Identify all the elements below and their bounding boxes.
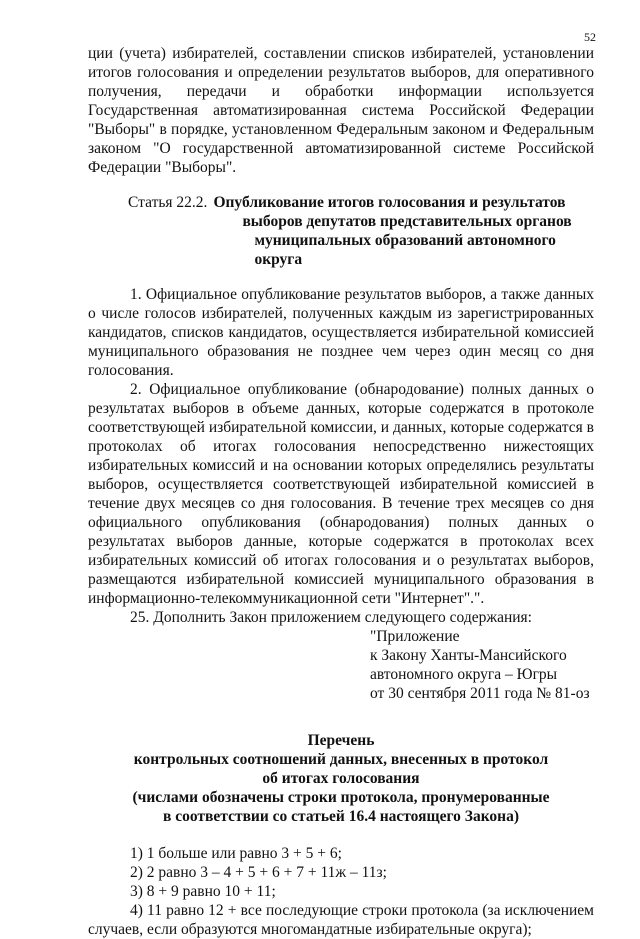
list-heading-line: (числами обозначены строки протокола, пронумерованные [132,789,550,806]
article-number: Статья 22.2. [128,194,208,211]
appendix-line: автономного округа – Югры [370,666,558,683]
appendix-note [370,627,594,703]
list-item: 3) 8 + 9 равно 10 + 11; [130,883,276,900]
article-title-line: Опубликование итогов голосования и результатов [213,194,566,211]
list-heading-line: контрольных соотношений данных, внесенных в протокол [133,751,549,768]
paragraph-25: 25. Дополнить Закон приложением следующего содержания: [130,609,532,626]
article-title-line: муниципальных образований автономного округа [254,232,556,268]
appendix-line: от 30 сентября 2011 года № 81-оз [370,685,590,702]
document-body [88,44,594,939]
article-heading [128,193,594,269]
page-number: 52 [584,30,596,44]
appendix-line: к Закону Ханты-Мансийского [370,647,567,664]
intro-paragraph: ции (учета) избирателей, составлении списков избирателей, установлении итогов голосования и определении результатов выборов, для оперативного получения, передачи и обработки информации используется Государственная автоматизированная система Российской Федерации "Выборы" в порядке, установленном Федеральным законом и Федеральным законом "О государственной автоматизированной системе Российской Федерации "Выборы". [88,45,594,176]
list-heading-line: об итогах голосования [262,770,420,787]
list-heading [88,731,594,826]
list-heading-line: Перечень [307,732,375,749]
control-ratios-list [88,844,594,939]
list-item: 2) 2 равно 3 – 4 + 5 + 6 + 7 + 11ж – 11з; [130,864,387,881]
list-heading-line: в соответствии со статьей 16.4 настоящего Закона) [162,808,520,825]
article-title [213,193,594,269]
list-item: 1) 1 больше или равно 3 + 5 + 6; [130,845,342,862]
paragraph-2: 2. Официальное опубликование (обнародование) полных данных о результатах выборов в объеме данных, которые содержатся в протоколе соответствующей избирательной комиссии, и данных, которые содержатся в протоколах об итогах голосования непосредственно нижестоящих избирательных комиссий и на основании которых определялись результаты выборов, осуществляется соответствующей избирательной комиссией в течение двух месяцев со дня голосования. В течение трех месяцев со дня официального опубликования (обнародования) полных данных о результатах выборов данные, которые содержатся в протоколах всех избирательных комиссий об итогах голосования и о результатах выборов, размещаются избирательной комиссией муниципального образования в информационно-телекоммуникационной сети "Интернет".". [88,381,594,607]
article-title-line: выборов депутатов представительных органов [242,213,572,230]
appendix-line: "Приложение [370,628,460,645]
paragraph-1: 1. Официальное опубликование результатов выборов, а также данных о числе голосов избирателей, полученных каждым из зарегистрированных кандидатов, списков кандидатов, осуществляется избирательной комиссией муниципального образования не позднее чем через один месяц со дня голосования. [88,286,594,379]
list-item: 4) 11 равно 12 + все последующие строки протокола (за исключением случаев, если образуются многомандатные избирательные округа); [88,902,594,938]
